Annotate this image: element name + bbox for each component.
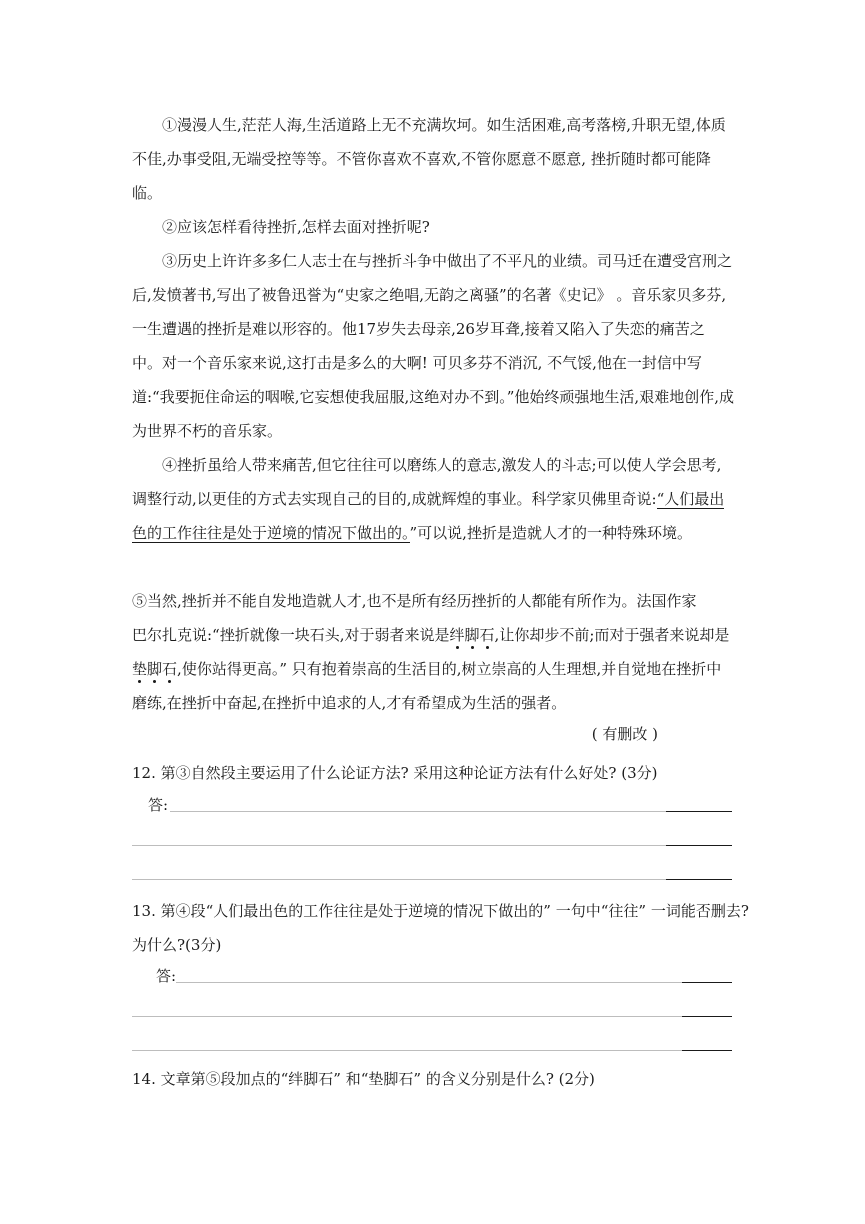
answer-line-12-3[interactable] bbox=[132, 879, 666, 880]
underlined-quote: “人们最出色的工作往往是处于逆境的情况下做出的。 bbox=[132, 490, 725, 542]
answer-line-12-1-end bbox=[666, 811, 732, 812]
paragraph-3: ③历史上许许多多仁人志士在与挫折斗争中做出了不平凡的业绩。司马迁在遭受宫刑之后,发愤著书,写出了被鲁迅誉为“史家之绝唱,无韵之离骚”的名著《史记》 。音乐家贝多芬,一生遭遇的挫折是难以形容的。他17岁失去母亲,26岁耳聋,接着又陷入了失恋的痛苦之中。对一个音乐家来说,这打击是多么的大啊! 可贝多芬不消沉, 不气馁,他在一封信中写道:“我要扼住命运的咽喉,它妄想使我屈服,这绝对办不到。”他始终顽强地生活,艰难地创作,成为世界不朽的音乐家。 bbox=[132, 252, 734, 440]
answer-label-13: 答: bbox=[156, 967, 177, 985]
paragraph-4-text-end: ”可以说,挫折是造就人才的一种特殊环境。 bbox=[409, 524, 692, 542]
answer-line-13-2-end bbox=[682, 1016, 732, 1017]
answer-line-12-3-end bbox=[666, 879, 732, 880]
dotted-word-stepping-stone bbox=[132, 660, 177, 678]
emphasis-dot-char: 绊 bbox=[449, 626, 465, 644]
answer-line-12-1[interactable] bbox=[170, 811, 666, 812]
question-14: 14. 文章第⑤段加点的“绊脚石” 和“垫脚石” 的含义分别是什么? (2分) bbox=[132, 1070, 595, 1088]
question-12: 12. 第③自然段主要运用了什么论证方法? 采用这种论证方法有什么好处? (3分) bbox=[132, 764, 658, 782]
answer-line-13-3-end bbox=[682, 1050, 732, 1051]
paragraph-4-text: ④挫折虽给人带来痛苦,但它往往可以磨练人的意志,激发人的斗志;可以使人学会思考,调整行动,以更佳的方式去实现自己的目的,成就辉煌的事业。科学家贝佛里奇说: bbox=[132, 456, 722, 508]
paragraph-5-text: 巴尔扎克说:“挫折就像一块石头,对于弱者来说是 bbox=[132, 626, 450, 644]
answer-label-12: 答: bbox=[148, 796, 169, 814]
source-note: ( 有删改 ) bbox=[591, 725, 658, 743]
answer-line-13-1[interactable] bbox=[176, 982, 682, 983]
emphasis-dot-char: 脚 bbox=[464, 626, 480, 644]
emphasis-dot-char: 石 bbox=[162, 660, 178, 678]
emphasis-dot-char: 石 bbox=[479, 626, 495, 644]
answer-line-13-3[interactable] bbox=[132, 1050, 682, 1051]
paragraph-5-text: ,让你却步不前;而对于强者来说却是 bbox=[494, 626, 730, 644]
question-13: 13. 第④段“人们最出色的工作往往是处于逆境的情况下做出的” 一句中“往往” 一词能否删去?为什么?(3分) bbox=[132, 902, 749, 954]
paragraph-4 bbox=[132, 448, 734, 550]
answer-line-12-2-end bbox=[666, 845, 732, 846]
dotted-word-stumbling-block bbox=[450, 626, 495, 644]
emphasis-dot-char: 垫 bbox=[132, 660, 148, 678]
answer-line-13-1-end bbox=[682, 982, 732, 983]
paragraph-5-text-end: ,使你站得更高。” 只有抱着崇高的生活目的,树立崇高的人生理想,并自觉地在挫折中磨练,在挫折中奋起,在挫折中追求的人,才有希望成为生活的强者。 bbox=[132, 660, 722, 712]
paragraph-5 bbox=[132, 618, 734, 720]
answer-line-12-2[interactable] bbox=[132, 845, 666, 846]
paragraph-1: ①漫漫人生,茫茫人海,生活道路上无不充满坎坷。如生活困难,高考落榜,升职无望,体质不佳,办事受阻,无端受控等等。不管你喜欢不喜欢,不管你愿意不愿意, 挫折随时都可能降临。 bbox=[132, 116, 726, 202]
emphasis-dot-char: 脚 bbox=[147, 660, 163, 678]
paragraph-2: ②应该怎样看待挫折,怎样去面对挫折呢? bbox=[162, 218, 430, 236]
answer-line-13-2[interactable] bbox=[132, 1016, 682, 1017]
paragraph-5-line-1: ⑤当然,挫折并不能自发地造就人才,也不是所有经历挫折的人都能有所作为。法国作家 bbox=[132, 592, 697, 610]
